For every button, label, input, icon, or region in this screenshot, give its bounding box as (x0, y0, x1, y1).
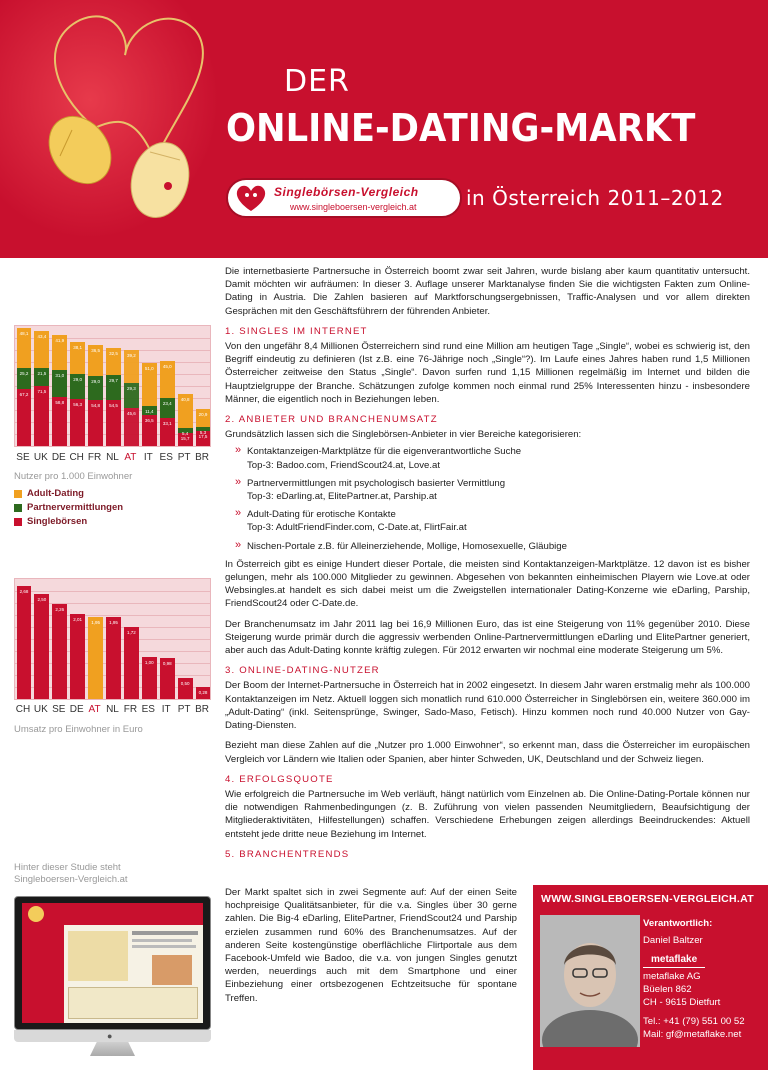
data-label: 0,98 (162, 660, 172, 666)
section-4-text: Wie erfolgreich die Partnersuche im Web verläuft, hängt natürlich vom Einzelnen ab. Die Online-Dating-Portale können nur die notwendigen Rahmenbedingungen (z. B. Zuführung von vielen passenden Neumitgliedern, Beaufsichtigung der Mitgliederaktivitäten, Hilfestellungen) schaffen. Verschiedene Erhebungen zeigen allerdings Beeindruckendes: Aktuell entsteht jede dritte neue Beziehung im Internet. (225, 788, 750, 840)
x-tick-label: PT (177, 452, 191, 463)
list-item-title: Nischen-Portale z.B. für Alleinerziehende, Mollige, Homosexuelle, Gläubige (247, 540, 567, 552)
contact-email[interactable]: Mail: gf@metaflake.net (643, 1029, 742, 1040)
person-icon (540, 915, 640, 1047)
bar-de (70, 614, 85, 699)
data-label: 2,68 (19, 589, 29, 595)
legend-swatch-partner (14, 504, 22, 512)
data-label: 15,7 (180, 435, 190, 441)
x-tick-label: DE (51, 452, 66, 463)
data-label: 29,7 (109, 378, 118, 384)
section-3-text: Der Boom der Internet-Partnersuche in Österreich hat in 2002 eingesetzt. In diesem Jahr waren erstmalig mehr als 100.000 Kontaktanzeigen im Netz. Aktuell loggen sich monatlich rund 610.000 Österreicher in Singlebörsen ein, weitere 360.000 im „Adult-Dating“ (inkl. Seitensprünge, Swinger, Sado-Maso, Fetisch). Hinzu kommen noch rund 40.000 Nutzer von Gay-Dating-Diensten. (225, 680, 750, 732)
title-der: DER (284, 64, 350, 99)
data-label: 54,5 (109, 403, 118, 409)
data-label: 45,0 (162, 363, 172, 369)
data-label: 41,9 (55, 338, 65, 344)
legend-item-partner (14, 502, 123, 513)
legend-label: Adult-Dating (27, 488, 84, 499)
data-label: 2,01 (73, 617, 83, 623)
main-text-upper (225, 265, 750, 863)
section-5-text: Der Markt spaltet sich in zwei Segmente auf: Auf der einen Seite hochpreisige Qualitätsanbieter, für die v.a. Singles über 30 gerne zahlen. Die Big-4 eDarling, ElitePartner, FriendScout24 und Parship erzielen zusammen rund 60% des Branchenumsatzes. Auf der anderen Seite kostengünstige oberflächliche Flirtportale aus dem Facebook-Umfeld wie Badoo, die v.a. von jungen Singles genutzt werden, neuerdings auch mit dem Smartphone und einer Einbeziehung einer ortsbezogenen Echtzeitsuche für spontane Treffen. (225, 887, 517, 1004)
data-label: 21,5 (37, 370, 47, 376)
data-label: 43,4 (37, 334, 47, 340)
data-label: 51,0 (144, 365, 154, 371)
x-tick-label: CH (69, 452, 84, 463)
section-1-text: Von den ungefähr 8,4 Millionen Österreichern sind rund eine Million am heutigen Tage „Single“, wobei es schwierig ist, den Begriff eindeutig zu definieren (Ist z.B. eine 76-Jährige noch „Single“?). Im Laufe eines Jahres haben rund 1,5 Millionen Österreicher zeitweise den Status „Single“. Davon surfen rund 1,15 Millionen regelmäßig im Internet und bilden die Hauptzielgruppe der Branche. Schätzungen zufolge kommen noch einmal rund 25% Interessenten hinzu - insbesondere Männer, die eigentlich noch in Beziehungen leben. (225, 341, 750, 405)
data-label: 71,5 (37, 388, 47, 394)
study-note-line-2: Singleboersen-Vergleich.at (14, 874, 128, 885)
study-note-line-1: Hinter dieser Studie steht (14, 862, 121, 873)
data-label: 56,3 (73, 401, 83, 407)
data-label: 20,9 (198, 412, 208, 418)
data-label: 1,95 (109, 619, 118, 625)
data-label: 1,00 (144, 659, 154, 665)
x-tick-label: ES (159, 452, 173, 463)
contact-info (643, 917, 745, 1041)
chart-2-x-axis (14, 704, 211, 715)
data-label: 31,0 (55, 373, 65, 379)
legend-swatch-single (14, 518, 22, 526)
legend-swatch-adult (14, 490, 22, 498)
data-label: 2,26 (55, 606, 65, 612)
contact-name: Daniel Baltzer (643, 935, 703, 946)
x-tick-label: DE (69, 704, 84, 715)
data-label: 33,1 (162, 421, 172, 427)
x-tick-label: BR (195, 452, 209, 463)
provider-categories-list (235, 445, 750, 552)
x-tick-label: CH (15, 704, 31, 715)
bar-uk-single (34, 386, 49, 446)
data-label: 67,2 (19, 392, 29, 398)
legend-item-adult (14, 488, 123, 499)
page-title: ONLINE-DATING-MARKT (226, 106, 696, 150)
monitor-chin (14, 1030, 211, 1042)
section-3-para-2: Bezieht man diese Zahlen auf die „Nutzer pro 1.000 Einwohner“, so erkennt man, dass die Österreicher im europäischen Vergleich vor Ländern wie Italien oder Spanien, aber hinter Schweden, UK, Deutschland und der Schweiz liegen. (225, 740, 750, 765)
data-label: 32,5 (109, 350, 118, 356)
monitor-bezel (14, 896, 211, 1030)
contact-website[interactable]: WWW.SINGLEBOERSEN-VERGLEICH.AT (541, 893, 754, 905)
legend-label: Partnervermittlungen (27, 502, 124, 513)
study-note (14, 862, 128, 886)
bar-ch (17, 586, 32, 699)
list-item-title: Kontaktanzeigen-Marktplätze für die eigenverantwortliche Suche (247, 446, 522, 458)
x-tick-label: UK (33, 452, 48, 463)
legend-label: Singlebörsen (27, 516, 88, 527)
contact-street: Büelen 862 (643, 984, 692, 995)
arrow-icon: » (235, 507, 242, 520)
brand-logo[interactable] (226, 178, 462, 218)
bar-nl (106, 617, 121, 699)
arrow-icon: » (235, 475, 242, 488)
data-label: 29,0 (91, 378, 100, 384)
contact-company: metaflake AG (643, 971, 701, 982)
x-tick-label: NL (106, 452, 119, 463)
list-item (235, 540, 750, 553)
data-label: 5,4 (181, 431, 189, 437)
mouse-heart-illustration (20, 0, 230, 250)
bar-se-single (17, 389, 32, 446)
arrow-icon: » (235, 444, 242, 457)
x-tick-label: AT (124, 452, 137, 463)
x-tick-label: BR (195, 704, 209, 715)
data-label: 58,8 (55, 399, 65, 405)
chart-2-caption: Umsatz pro Einwohner in Euro (14, 724, 143, 735)
data-label: 38,1 (73, 345, 83, 351)
list-item-title: Adult-Dating für erotische Kontakte (247, 509, 396, 521)
data-label: 1,95 (91, 619, 100, 625)
gridline (15, 699, 210, 700)
monitor-stand (90, 1042, 135, 1056)
section-heading-1: 1. SINGLES IM INTERNET (225, 325, 368, 337)
data-label: 2,50 (37, 596, 47, 602)
portrait-photo (540, 915, 640, 1047)
page-subtitle: in Österreich 2011–2012 (466, 186, 724, 210)
list-item (235, 508, 750, 534)
list-item-top3: Top-3: AdultFriendFinder.com, C-Date.at, FlirtFair.at (247, 522, 467, 534)
section-heading-5: 5. BRANCHENTRENDS (225, 848, 350, 860)
chart-users-per-1000 (14, 325, 211, 447)
x-tick-label: AT (88, 704, 101, 715)
data-label: 39,2 (127, 353, 136, 358)
arrow-icon: » (235, 538, 242, 551)
header-banner (0, 0, 768, 258)
gridline (15, 446, 210, 447)
chart-1-x-axis (14, 452, 211, 463)
contact-role: Verantwortlich: (643, 918, 713, 929)
section-heading-2: 2. ANBIETER UND BRANCHENUMSATZ (225, 414, 438, 426)
x-tick-label: SE (16, 452, 30, 463)
chart-1-caption: Nutzer pro 1.000 Einwohner (14, 471, 133, 482)
chart-1-legend (14, 488, 123, 530)
bar-se (52, 604, 67, 699)
x-tick-label: FR (123, 704, 138, 715)
logo-url[interactable]: www.singleboersen-vergleich.at (290, 202, 417, 212)
data-label: 5,3 (199, 429, 207, 435)
bar-at (88, 617, 103, 699)
bar-uk (34, 594, 49, 699)
data-label: 29,3 (127, 385, 136, 391)
list-item (235, 445, 750, 471)
heart-icon (234, 184, 268, 212)
data-label: 36,5 (91, 347, 100, 353)
main-text-lower (225, 886, 517, 1005)
data-label: 17,5 (198, 434, 208, 440)
x-tick-label: IT (143, 452, 153, 463)
x-tick-label: SE (52, 704, 66, 715)
legend-item-single (14, 516, 123, 527)
data-label: 1,72 (127, 629, 136, 635)
data-label: 45,6 (127, 410, 136, 416)
data-label: 0,50 (180, 680, 190, 686)
x-tick-label: IT (161, 704, 171, 715)
contact-box (533, 885, 768, 1070)
x-tick-label: PT (177, 704, 191, 715)
data-label: 0,28 (198, 690, 208, 696)
intro-paragraph: Die internetbasierte Partnersuche in Österreich boomt zwar seit Jahren, wurde bislang aber kaum quantitativ untersucht. Damit möchten wir aufräumen: In dieser 3. Auflage unserer Marktanalyse finden Sie die wichtigsten Fakten zum Online-Dating in Austria. Die Zahlen basieren auf Marktforschungsergebnissen, Traffic-Analysen und vor allem direkten Gesprächen mit den Geschäftsführern der führenden Anbieter. (225, 266, 750, 317)
section-heading-4: 4. ERFOLGSQUOTE (225, 773, 334, 785)
data-label: 40,8 (180, 396, 190, 402)
data-label: 29,0 (73, 377, 83, 383)
metaflake-logo: metaflake (643, 953, 705, 968)
section-heading-3: 3. ONLINE-DATING-NUTZER (225, 665, 380, 677)
bar-fr (124, 627, 139, 699)
section-2-para-2: In Österreich gibt es einige Hundert dieser Portale, die meisten sind Kontaktanzeigen-Marktplätze. 12 davon ist es bisher gelungen, mehr als 100.000 Mitglieder zu gewinnen. Abgesehen von bekannten einheimischen Playern wie Love.at oder Websingles.at handelt es sich dabei meist um die Zweigstellen internationaler Dating-Konzerne wie eDarling, Parship, FriendScout24 oder C-Date.de. (225, 558, 750, 610)
data-label: 11,4 (145, 408, 154, 414)
data-label: 25,2 (19, 371, 29, 377)
section-2-text: Grundsätzlich lassen sich die Singlebörsen-Anbieter in vier Bereiche kategorisieren: (225, 429, 582, 441)
apple-icon: ● (107, 1031, 113, 1041)
contact-phone[interactable]: Tel.: +41 (79) 551 00 52 (643, 1016, 745, 1027)
website-screenshot (22, 903, 203, 1023)
list-item-top3: Top-3: Badoo.com, FriendScout24.at, Love.at (247, 459, 441, 471)
chart-revenue-per-capita (14, 578, 211, 700)
logo-name: Singlebörsen-Vergleich (274, 185, 419, 199)
data-label: 54,8 (91, 402, 100, 408)
section-2-para-3: Der Branchenumsatz im Jahr 2011 lag bei 16,9 Millionen Euro, das ist eine Steigerung von 11% gegenüber 2010. Diese Steigerung wurde primär durch die aggressiv werbenden Online-Partnervermittlungen eDarling und ElitePartner generiert, aber auch das Adult-Dating konnte kräftig zulegen. Für 2012 erwarten wir nochmal eine moderate Steigerung um 5%. (225, 618, 750, 657)
data-label: 23,4 (162, 401, 172, 407)
data-label: 48,1 (19, 330, 29, 336)
x-tick-label: UK (33, 704, 48, 715)
x-tick-label: NL (106, 704, 119, 715)
contact-city: CH - 9615 Dietfurt (643, 997, 721, 1008)
list-item-top3: Top-3: eDarling.at, ElitePartner.at, Parship.at (247, 491, 437, 503)
list-item-title: Partnervermittlungen mit psychologisch basierter Vermittlung (247, 477, 506, 489)
website-monitor-mockup (14, 896, 211, 1056)
x-tick-label: FR (87, 452, 102, 463)
data-label: 36,5 (144, 418, 154, 424)
x-tick-label: ES (141, 704, 155, 715)
list-item (235, 477, 750, 503)
